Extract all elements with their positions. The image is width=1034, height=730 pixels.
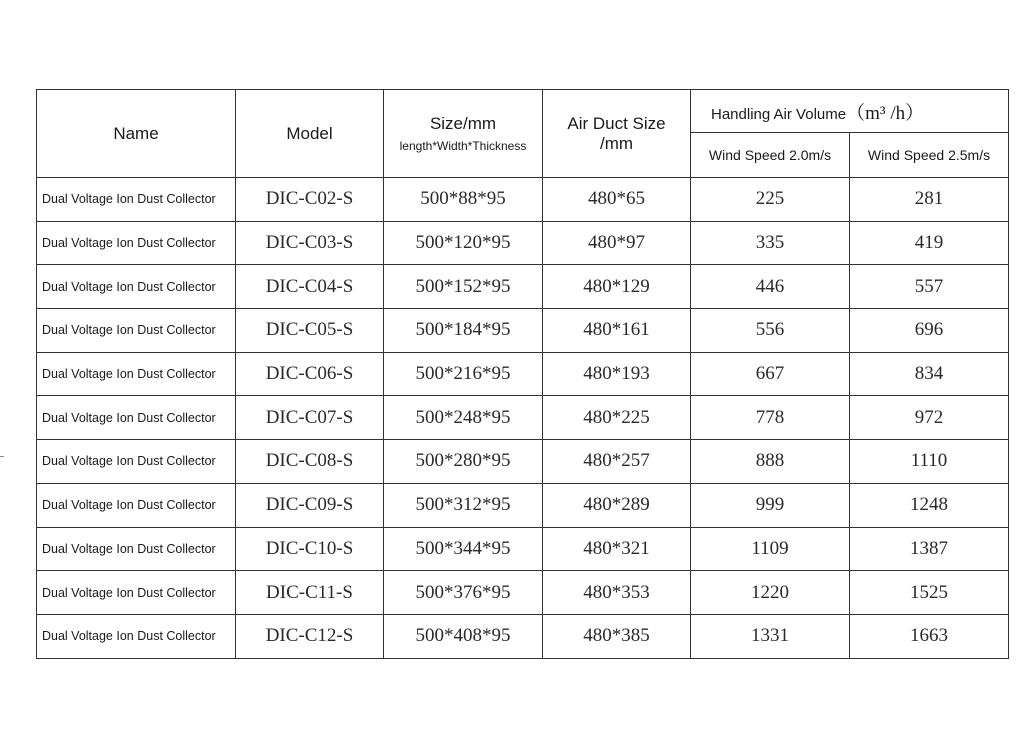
table-row	[37, 221, 1009, 265]
cell-name: Dual Voltage Ion Dust Collector	[37, 221, 236, 265]
cell-air-volume-2-0: 556	[691, 309, 850, 353]
cell-name: Dual Voltage Ion Dust Collector	[37, 396, 236, 440]
cell-air-volume-2-0: 778	[691, 396, 850, 440]
header-duct-line1: Air Duct Size	[567, 113, 666, 133]
table-row	[37, 527, 1009, 571]
cell-size: 500*216*95	[384, 352, 543, 396]
cell-size: 500*408*95	[384, 614, 543, 658]
cell-duct-size: 480*385	[543, 614, 691, 658]
cell-model: DIC-C12-S	[236, 614, 384, 658]
cell-size: 500*152*95	[384, 265, 543, 309]
table-row	[37, 309, 1009, 353]
cell-model: DIC-C05-S	[236, 309, 384, 353]
cell-air-volume-2-5: 1248	[850, 483, 1009, 527]
table-row	[37, 265, 1009, 309]
cell-size: 500*344*95	[384, 527, 543, 571]
cell-air-volume-2-5: 1110	[850, 440, 1009, 484]
cell-name: Dual Voltage Ion Dust Collector	[37, 352, 236, 396]
table-row	[37, 614, 1009, 658]
cell-air-volume-2-5: 419	[850, 221, 1009, 265]
spec-table	[36, 89, 1009, 659]
header-air-volume-label: Handling Air Volume	[711, 105, 847, 123]
header-model: Model	[236, 90, 384, 178]
cell-duct-size: 480*321	[543, 527, 691, 571]
header-duct	[543, 90, 691, 178]
edge-mark	[0, 456, 4, 457]
cell-model: DIC-C04-S	[236, 265, 384, 309]
cell-air-volume-2-0: 888	[691, 440, 850, 484]
cell-air-volume-2-5: 696	[850, 309, 1009, 353]
cell-air-volume-2-0: 1109	[691, 527, 850, 571]
header-size	[384, 90, 543, 178]
cell-air-volume-2-5: 281	[850, 178, 1009, 222]
header-size-label: Size/mm	[429, 114, 497, 133]
cell-air-volume-2-0: 999	[691, 483, 850, 527]
header-wind-2-0: Wind Speed 2.0m/s	[691, 133, 850, 178]
cell-name: Dual Voltage Ion Dust Collector	[37, 614, 236, 658]
cell-model: DIC-C10-S	[236, 527, 384, 571]
cell-air-volume-2-0: 1220	[691, 571, 850, 615]
table-row	[37, 483, 1009, 527]
cell-size: 500*184*95	[384, 309, 543, 353]
cell-duct-size: 480*225	[543, 396, 691, 440]
header-duct-line2: /mm	[599, 133, 634, 153]
cell-model: DIC-C07-S	[236, 396, 384, 440]
cell-name: Dual Voltage Ion Dust Collector	[37, 265, 236, 309]
cell-model: DIC-C09-S	[236, 483, 384, 527]
cell-size: 500*88*95	[384, 178, 543, 222]
cell-air-volume-2-5: 972	[850, 396, 1009, 440]
cell-duct-size: 480*257	[543, 440, 691, 484]
cell-model: DIC-C02-S	[236, 178, 384, 222]
cell-air-volume-2-0: 225	[691, 178, 850, 222]
cell-air-volume-2-5: 557	[850, 265, 1009, 309]
table-row	[37, 396, 1009, 440]
cell-size: 500*376*95	[384, 571, 543, 615]
header-size-sub: length*Width*Thickness	[399, 139, 527, 153]
cell-air-volume-2-0: 446	[691, 265, 850, 309]
table-row	[37, 178, 1009, 222]
header-air-volume	[691, 90, 1009, 133]
cell-model: DIC-C08-S	[236, 440, 384, 484]
header-name: Name	[37, 90, 236, 178]
cell-size: 500*120*95	[384, 221, 543, 265]
header-row	[37, 90, 1009, 133]
cell-duct-size: 480*289	[543, 483, 691, 527]
cell-air-volume-2-5: 1387	[850, 527, 1009, 571]
cell-name: Dual Voltage Ion Dust Collector	[37, 571, 236, 615]
cell-model: DIC-C11-S	[236, 571, 384, 615]
cell-air-volume-2-0: 667	[691, 352, 850, 396]
cell-size: 500*312*95	[384, 483, 543, 527]
header-wind-2-5: Wind Speed 2.5m/s	[850, 133, 1009, 178]
cell-air-volume-2-5: 834	[850, 352, 1009, 396]
cell-duct-size: 480*353	[543, 571, 691, 615]
cell-air-volume-2-5: 1525	[850, 571, 1009, 615]
table-row	[37, 352, 1009, 396]
cell-duct-size: 480*97	[543, 221, 691, 265]
cell-size: 500*280*95	[384, 440, 543, 484]
cell-name: Dual Voltage Ion Dust Collector	[37, 178, 236, 222]
cell-name: Dual Voltage Ion Dust Collector	[37, 483, 236, 527]
table-row	[37, 571, 1009, 615]
header-air-volume-unit: （m³ /h）	[846, 102, 925, 124]
cell-size: 500*248*95	[384, 396, 543, 440]
cell-name: Dual Voltage Ion Dust Collector	[37, 527, 236, 571]
cell-model: DIC-C06-S	[236, 352, 384, 396]
cell-duct-size: 480*65	[543, 178, 691, 222]
cell-duct-size: 480*161	[543, 309, 691, 353]
cell-air-volume-2-5: 1663	[850, 614, 1009, 658]
cell-name: Dual Voltage Ion Dust Collector	[37, 440, 236, 484]
cell-duct-size: 480*193	[543, 352, 691, 396]
table-body	[37, 178, 1009, 659]
cell-name: Dual Voltage Ion Dust Collector	[37, 309, 236, 353]
cell-duct-size: 480*129	[543, 265, 691, 309]
cell-air-volume-2-0: 1331	[691, 614, 850, 658]
cell-air-volume-2-0: 335	[691, 221, 850, 265]
cell-model: DIC-C03-S	[236, 221, 384, 265]
table-row	[37, 440, 1009, 484]
